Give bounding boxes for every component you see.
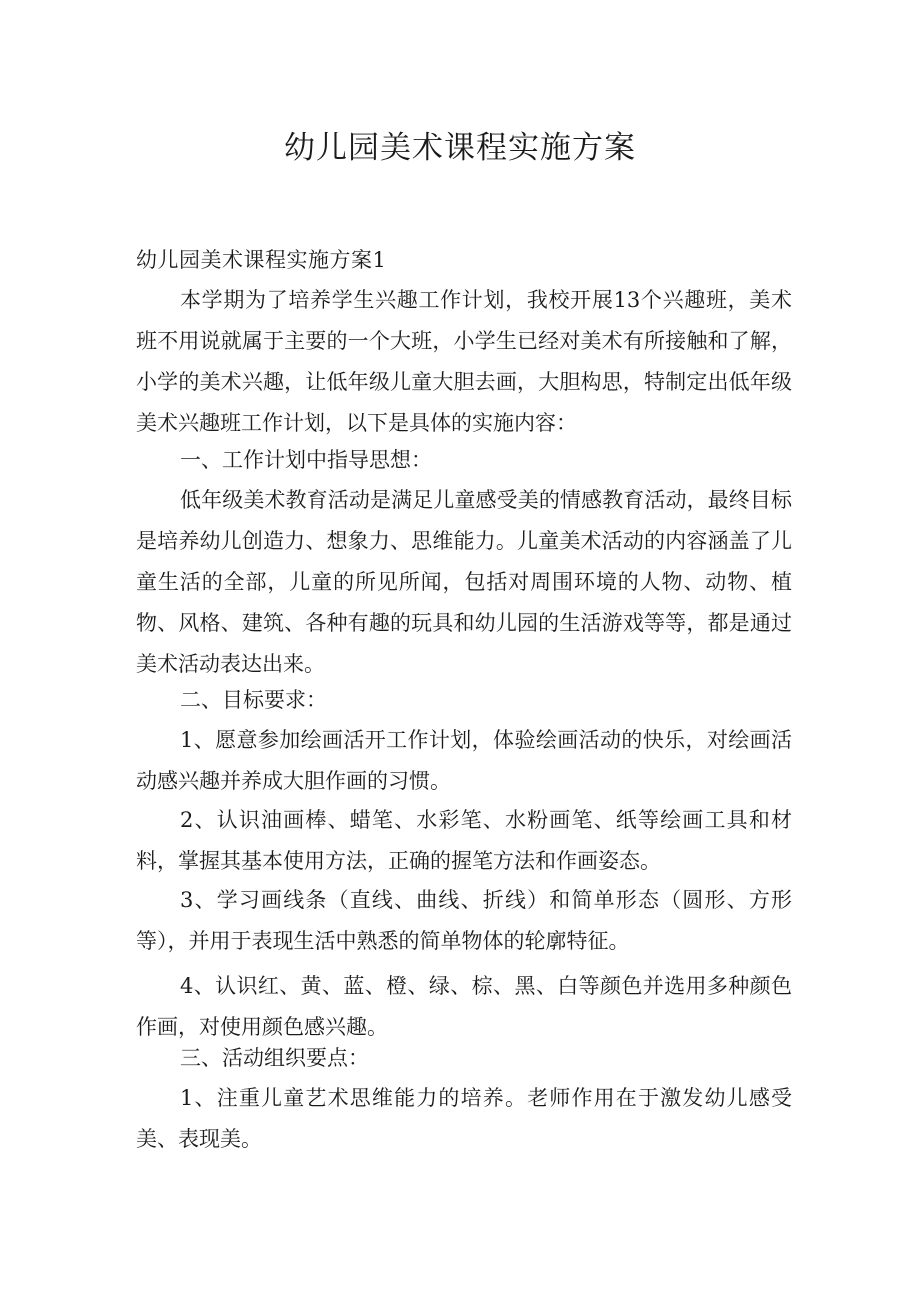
goal-item-1: 1、愿意参加绘画活开工作计划，体验绘画活动的快乐，对绘画活动感兴趣并养成大胆作画的习惯。 (136, 728, 792, 793)
section2-heading: 二、目标要求： (180, 688, 327, 712)
section3-heading: 三、活动组织要点： (180, 1046, 369, 1070)
activity-point-1: 1、注重儿童艺术思维能力的培养。老师作用在于激发幼儿感受美、表现美。 (136, 1086, 792, 1151)
section1-heading: 一、工作计划中指导思想： (180, 448, 432, 472)
goal-item-4: 4、认识红、黄、蓝、橙、绿、棕、黑、白等颜色并选用多种颜色作画，对使用颜色感兴趣。 (136, 974, 792, 1039)
intro-paragraph: 本学期为了培养学生兴趣工作计划，我校开展13个兴趣班，美术班不用说就属于主要的一个大班，小学生已经对美术有所接触和了解，小学的美术兴趣，让低年级儿童大胆去画，大胆构思，特制定出低年级美术兴趣班工作计划，以下是具体的实施内容： (136, 288, 792, 435)
goal-item-2: 2、认识油画棒、蜡笔、水彩笔、水粉画笔、纸等绘画工具和材料，掌握其基本使用方法，正确的握笔方法和作画姿态。 (136, 808, 792, 873)
document-title: 幼儿园美术课程实施方案 (284, 130, 636, 166)
section1-paragraph: 低年级美术教育活动是满足儿童感受美的情感教育活动，最终目标是培养幼儿创造力、想象力、思维能力。儿童美术活动的内容涵盖了儿童生活的全部，儿童的所见所闻，包括对周围环境的人物、动物、植物、风格、建筑、各种有趣的玩具和幼儿园的生活游戏等等，都是通过美术活动表达出来。 (136, 488, 792, 676)
document-subtitle: 幼儿园美术课程实施方案1 (136, 248, 387, 272)
goal-item-3: 3、学习画线条（直线、曲线、折线）和简单形态（圆形、方形等），并用于表现生活中熟悉的简单物体的轮廓特征。 (136, 888, 792, 953)
